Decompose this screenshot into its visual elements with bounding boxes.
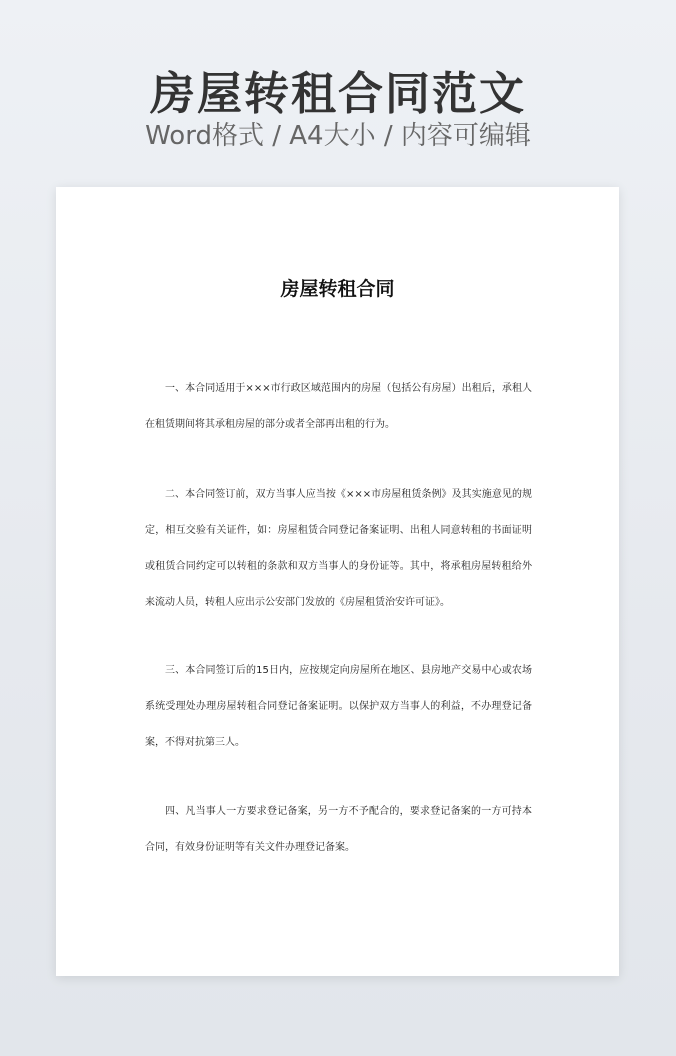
- clause-3: 三、本合同签订后的15日内，应按规定向房屋所在地区、县房地产交易中心或农场系统受理处办理房屋转租合同登记备案证明。以保护双方当事人的利益，不办理登记备案，不得对抗第三人。: [145, 665, 532, 748]
- banner-subtitle: Word格式 / A4大小 / 内容可编辑: [145, 121, 531, 151]
- clause-2: 二、本合同签订前，双方当事人应当按《×××市房屋租赁条例》及其实施意见的规定，相互交验有关证件，如：房屋租赁合同登记备案证明、出租人同意转租的书面证明或租赁合同约定可以转租的条款和双方当事人的身份证等。其中，将承租房屋转租给外来流动人员，转租人应出示公安部门发放的《房屋租赁治安许可证》。: [145, 489, 532, 608]
- clause-4: 四、凡当事人一方要求登记备案，另一方不予配合的，要求登记备案的一方可持本合同，有效身份证明等有关文件办理登记备案。: [145, 806, 532, 853]
- banner-title: 房屋转租合同范文: [149, 67, 526, 120]
- clause-1: 一、本合同适用于×××市行政区域范围内的房屋（包括公有房屋）出租后，承租人在租赁期间将其承租房屋的部分或者全部再出租的行为。: [145, 383, 532, 430]
- page-header: [0, 0, 676, 180]
- document-title: 房屋转租合同: [280, 278, 395, 300]
- document-page: [56, 187, 619, 976]
